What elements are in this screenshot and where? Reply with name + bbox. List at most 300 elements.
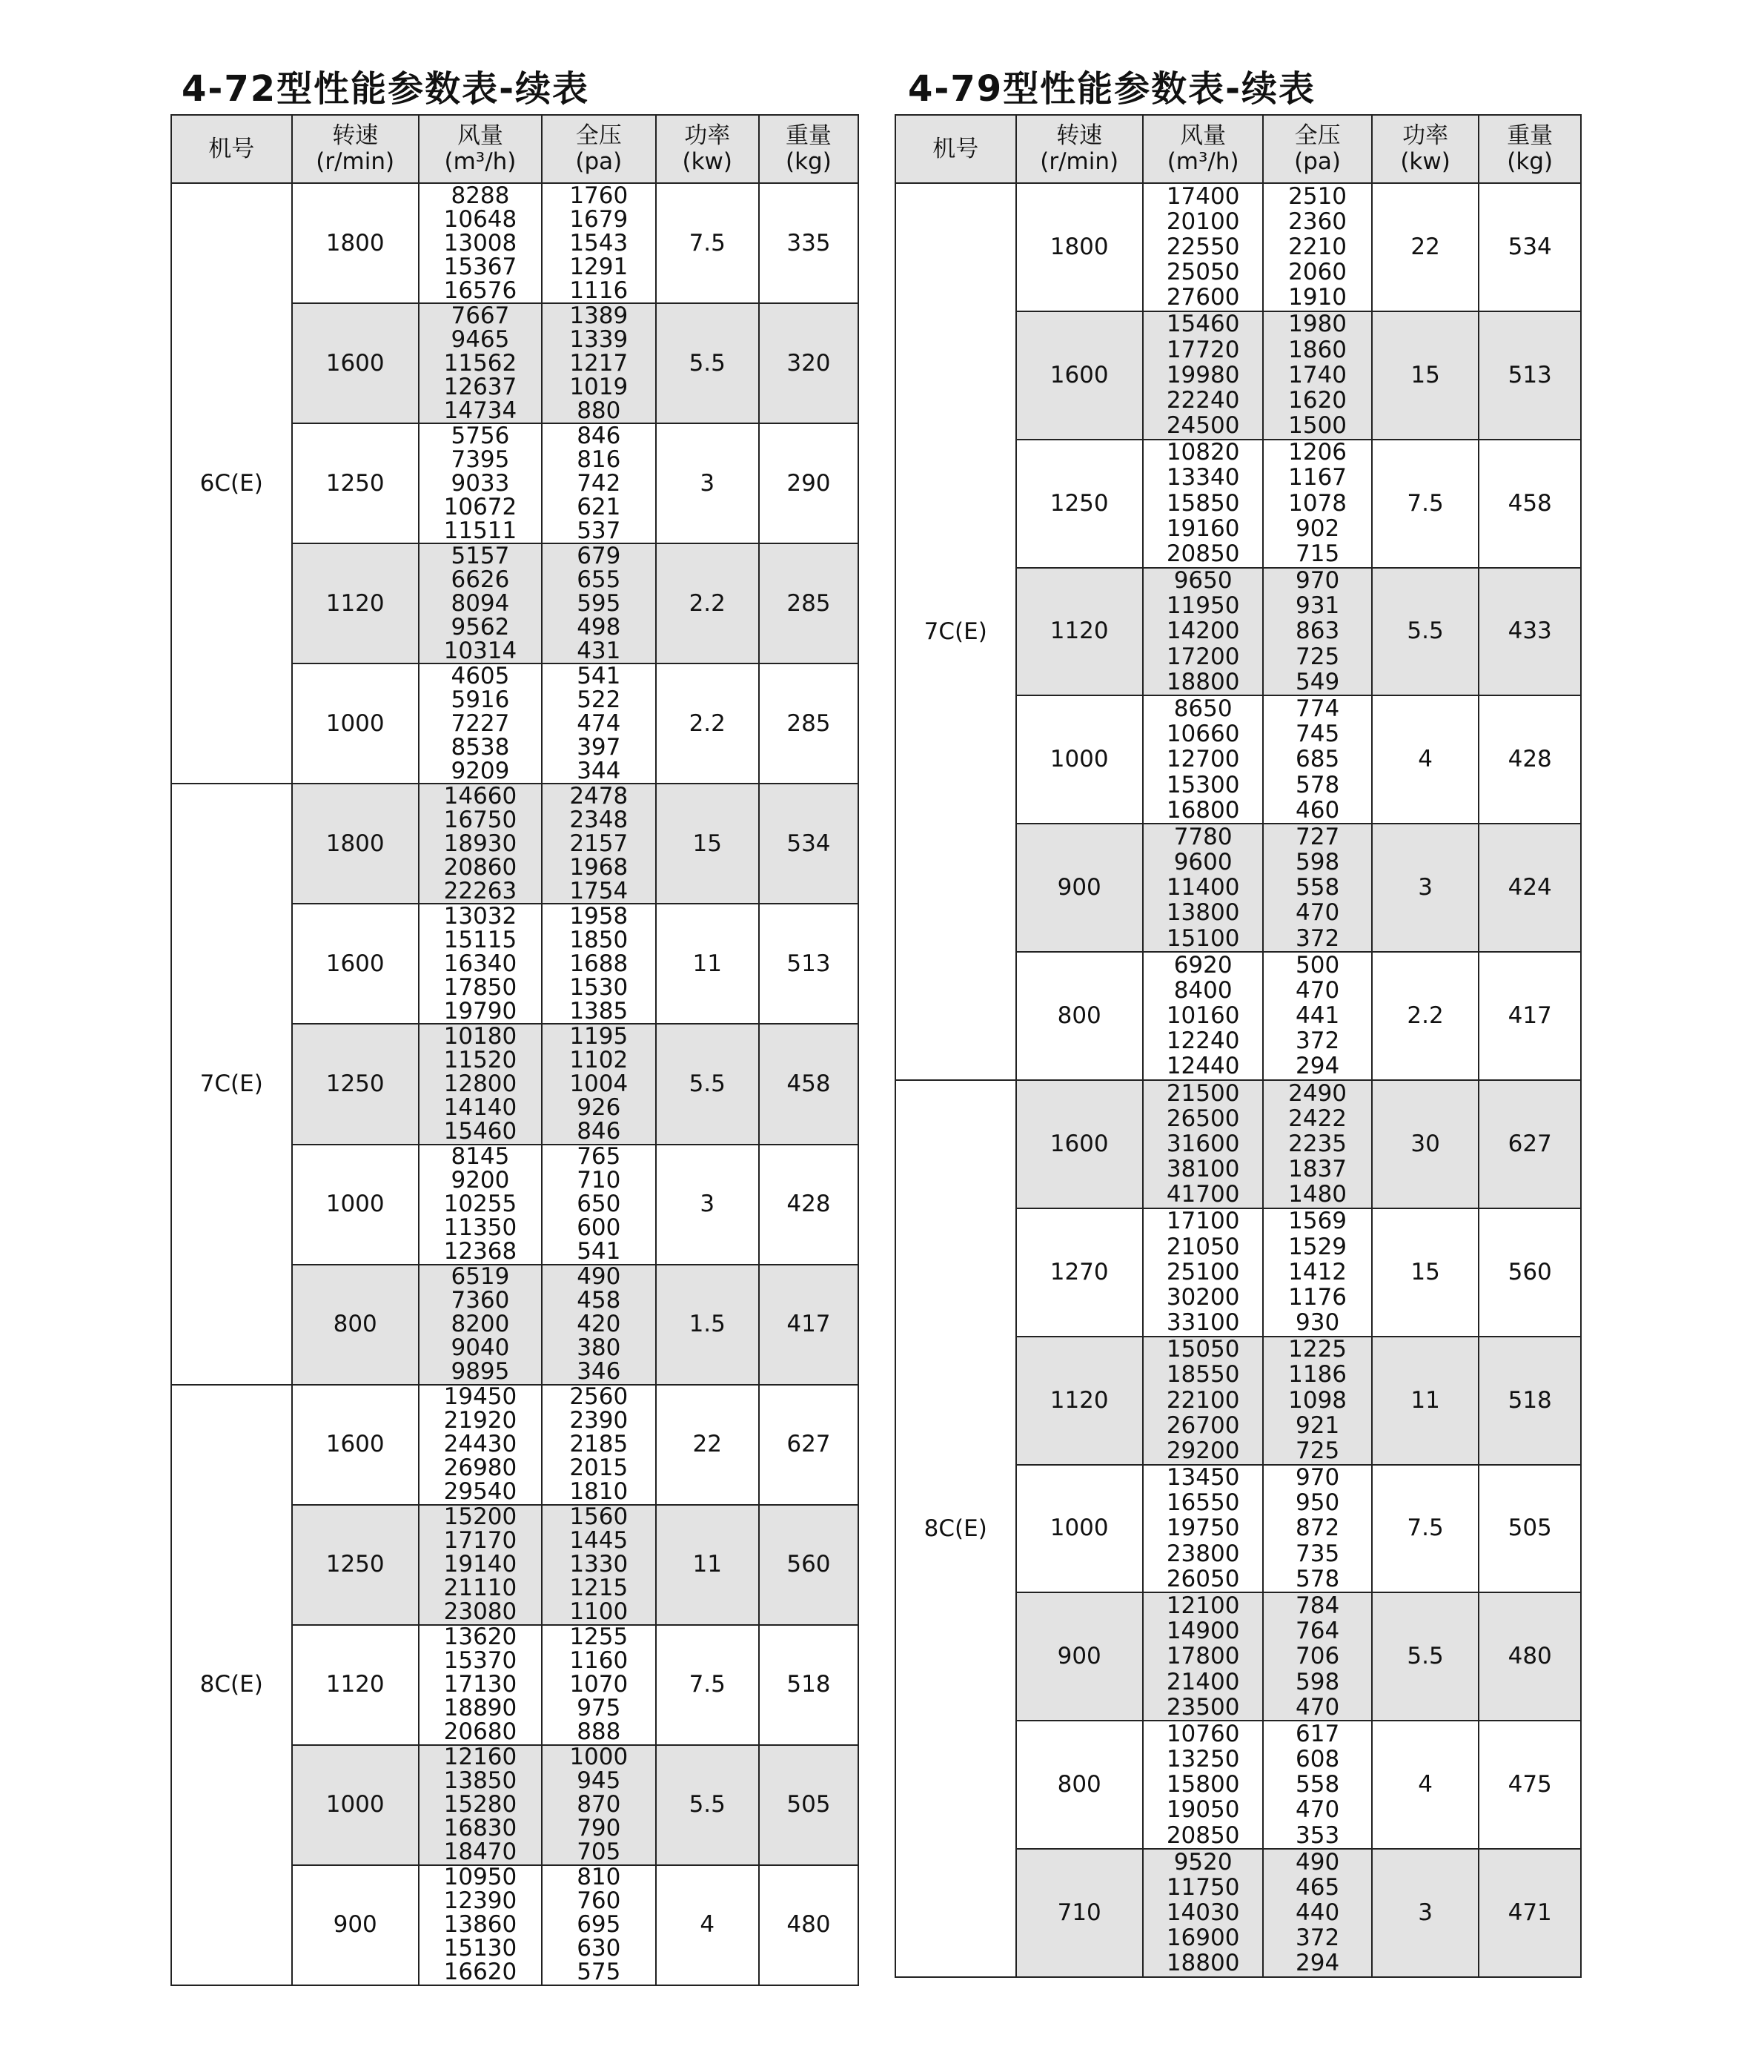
power-value: 11 — [692, 950, 722, 977]
header-unit: (r/min) — [1040, 148, 1119, 175]
airflow-value: 19980 — [1166, 361, 1240, 388]
weight-cell — [1479, 696, 1582, 824]
airflow-value: 16800 — [1166, 796, 1240, 824]
pressure-value: 742 — [577, 469, 621, 497]
header-label: 重量 — [785, 122, 832, 149]
pressure-cell — [543, 784, 657, 904]
model-label: 8C(E) — [924, 1515, 987, 1542]
speed-cell — [1017, 569, 1144, 697]
pressure-value: 727 — [1296, 824, 1340, 850]
airflow-value: 18800 — [1166, 668, 1240, 695]
pressure-value: 2490 — [1288, 1081, 1347, 1107]
pressure-value: 595 — [577, 589, 621, 617]
speed-cell — [1017, 440, 1144, 569]
speed-value: 1800 — [325, 229, 385, 256]
power-value: 3 — [700, 1191, 715, 1218]
airflow-value: 9209 — [451, 757, 510, 784]
weight-cell — [1479, 824, 1582, 953]
airflow-cell — [1144, 696, 1264, 824]
pressure-value: 725 — [1296, 643, 1340, 670]
pressure-cell — [543, 1265, 657, 1386]
power-value: 15 — [692, 830, 722, 857]
airflow-value: 16620 — [443, 1959, 517, 1986]
power-cell — [657, 1025, 760, 1145]
pressure-cell — [1264, 1081, 1372, 1209]
power-cell — [657, 544, 760, 664]
airflow-value: 11350 — [443, 1214, 517, 1242]
header-label: 重量 — [1507, 122, 1554, 149]
header-unit: (m³/h) — [444, 148, 517, 175]
speed-value: 900 — [1057, 874, 1101, 901]
pressure-value: 695 — [577, 1911, 621, 1939]
airflow-value: 8288 — [451, 184, 510, 209]
airflow-value: 19450 — [443, 1385, 517, 1411]
airflow-value: 7395 — [451, 446, 510, 473]
speed-cell — [293, 184, 420, 304]
pressure-value: 1480 — [1288, 1181, 1347, 1208]
pressure-value: 1445 — [569, 1527, 629, 1555]
power-cell — [657, 784, 760, 904]
airflow-value: 9562 — [451, 613, 510, 641]
airflow-value: 30200 — [1166, 1283, 1240, 1311]
power-value: 5.5 — [1407, 618, 1444, 645]
airflow-value: 25100 — [1166, 1258, 1240, 1285]
airflow-value: 5756 — [451, 424, 510, 449]
airflow-value: 19160 — [1166, 514, 1240, 542]
weight-value: 428 — [1508, 746, 1552, 773]
airflow-value: 12160 — [443, 1745, 517, 1771]
pressure-value: 1679 — [569, 205, 629, 233]
pressure-value: 1291 — [569, 253, 629, 280]
airflow-cell — [420, 1025, 543, 1145]
pressure-value: 970 — [1296, 568, 1340, 595]
pressure-value: 888 — [577, 1718, 621, 1746]
airflow-value: 6519 — [451, 1265, 510, 1291]
performance-table — [895, 114, 1582, 1978]
pressure-cell — [1264, 440, 1372, 569]
airflow-value: 21400 — [1166, 1668, 1240, 1695]
airflow-value: 15850 — [1166, 489, 1240, 517]
weight-value: 627 — [1508, 1130, 1552, 1157]
pressure-value: 1837 — [1288, 1156, 1347, 1183]
airflow-value: 11950 — [1166, 592, 1240, 620]
airflow-value: 7667 — [451, 304, 510, 329]
pressure-value: 705 — [577, 1838, 621, 1866]
airflow-value: 31600 — [1166, 1130, 1240, 1157]
pressure-value: 685 — [1296, 746, 1340, 773]
weight-cell — [760, 1506, 859, 1626]
power-cell — [657, 1746, 760, 1866]
header-label: 全压 — [575, 122, 622, 149]
pressure-value: 1980 — [1288, 311, 1347, 338]
airflow-value: 18800 — [1166, 1950, 1240, 1977]
pressure-value: 470 — [1296, 1796, 1340, 1824]
speed-value: 1270 — [1050, 1258, 1109, 1285]
airflow-value: 17800 — [1166, 1643, 1240, 1670]
pressure-value: 541 — [577, 664, 621, 689]
speed-cell — [293, 1866, 420, 1986]
pressure-value: 1810 — [569, 1478, 629, 1506]
power-cell — [1373, 1081, 1480, 1209]
weight-cell — [760, 1746, 859, 1866]
airflow-value: 13008 — [443, 229, 517, 256]
power-cell — [657, 1265, 760, 1386]
power-value: 15 — [1410, 1258, 1440, 1285]
weight-cell — [1479, 184, 1582, 312]
airflow-value: 11511 — [443, 517, 517, 544]
airflow-value: 10255 — [443, 1191, 517, 1218]
pressure-value: 1206 — [1288, 440, 1347, 466]
pressure-value: 1760 — [569, 184, 629, 209]
speed-cell — [1017, 312, 1144, 440]
pressure-value: 810 — [577, 1865, 621, 1891]
pressure-value: 346 — [577, 1358, 621, 1386]
pressure-cell — [1264, 312, 1372, 440]
airflow-value: 11562 — [443, 349, 517, 377]
power-value: 3 — [1418, 874, 1433, 901]
pressure-value: 1186 — [1288, 1361, 1347, 1388]
airflow-value: 17720 — [1166, 336, 1240, 363]
airflow-value: 6920 — [1173, 953, 1233, 979]
weight-value: 471 — [1508, 1899, 1552, 1927]
pressure-value: 1412 — [1288, 1258, 1347, 1285]
power-cell — [1373, 1593, 1480, 1721]
airflow-value: 15130 — [443, 1935, 517, 1962]
pressure-value: 558 — [1296, 1771, 1340, 1798]
power-value: 7.5 — [1407, 489, 1444, 517]
airflow-value: 13032 — [443, 904, 517, 930]
model-cell — [896, 1081, 1017, 1978]
power-value: 4 — [1418, 1771, 1433, 1798]
weight-cell — [1479, 1721, 1582, 1850]
weight-cell — [760, 1025, 859, 1145]
pressure-value: 372 — [1296, 1027, 1340, 1055]
pressure-cell — [1264, 824, 1372, 953]
airflow-value: 15050 — [1166, 1337, 1240, 1363]
header-cell — [172, 116, 293, 184]
header-cell — [1017, 116, 1144, 184]
power-value: 2.2 — [1407, 1002, 1444, 1030]
speed-cell — [293, 1746, 420, 1866]
airflow-value: 19140 — [443, 1551, 517, 1578]
airflow-value: 10160 — [1166, 1002, 1240, 1030]
airflow-value: 17100 — [1166, 1208, 1240, 1235]
power-cell — [657, 1866, 760, 1986]
weight-cell — [760, 904, 859, 1025]
pressure-value: 2060 — [1288, 259, 1347, 286]
weight-cell — [1479, 1209, 1582, 1337]
pressure-value: 1543 — [569, 229, 629, 256]
power-value: 1.5 — [689, 1311, 726, 1338]
header-unit: (m³/h) — [1167, 148, 1239, 175]
airflow-cell — [1144, 184, 1264, 312]
pressure-value: 715 — [1296, 540, 1340, 567]
pressure-value: 1530 — [569, 973, 629, 1001]
airflow-cell — [420, 904, 543, 1025]
weight-cell — [760, 544, 859, 664]
pressure-cell — [1264, 1209, 1372, 1337]
pressure-cell — [543, 664, 657, 784]
weight-cell — [1479, 1850, 1582, 1978]
weight-cell — [1479, 953, 1582, 1081]
table-title: 4-79型性能参数表-续表 — [908, 68, 1316, 110]
speed-cell — [293, 1626, 420, 1746]
weight-value: 505 — [786, 1791, 831, 1818]
power-cell — [1373, 824, 1480, 953]
pressure-value: 710 — [577, 1167, 621, 1194]
weight-cell — [760, 664, 859, 784]
airflow-value: 17850 — [443, 973, 517, 1001]
pressure-value: 549 — [1296, 668, 1340, 695]
airflow-cell — [420, 664, 543, 784]
pressure-value: 470 — [1296, 976, 1340, 1004]
model-label: 7C(E) — [924, 618, 987, 645]
weight-value: 424 — [1508, 874, 1552, 901]
airflow-value: 14734 — [443, 397, 517, 424]
pressure-value: 490 — [577, 1265, 621, 1291]
pressure-value: 970 — [1296, 1465, 1340, 1492]
pressure-value: 784 — [1296, 1593, 1340, 1619]
airflow-value: 13340 — [1166, 464, 1240, 491]
airflow-value: 11400 — [1166, 874, 1240, 901]
power-cell — [1373, 1466, 1480, 1594]
airflow-value: 15460 — [443, 1118, 517, 1145]
pressure-value: 1860 — [1288, 336, 1347, 363]
pressure-value: 846 — [577, 424, 621, 449]
header-cell — [1144, 116, 1264, 184]
header-label: 全压 — [1294, 122, 1341, 149]
pressure-value: 1098 — [1288, 1386, 1347, 1414]
pressure-value: 926 — [577, 1094, 621, 1121]
power-value: 15 — [1410, 361, 1440, 388]
weight-value: 627 — [786, 1431, 831, 1458]
power-value: 7.5 — [689, 229, 726, 256]
power-cell — [657, 1386, 760, 1506]
pressure-value: 617 — [1296, 1721, 1340, 1747]
airflow-value: 19050 — [1166, 1796, 1240, 1824]
pressure-value: 880 — [577, 397, 621, 424]
speed-cell — [293, 904, 420, 1025]
speed-value: 1000 — [1050, 746, 1109, 773]
airflow-value: 13860 — [443, 1911, 517, 1939]
airflow-value: 21920 — [443, 1407, 517, 1434]
weight-cell — [1479, 1081, 1582, 1209]
weight-cell — [760, 784, 859, 904]
pressure-value: 1255 — [569, 1625, 629, 1651]
power-value: 5.5 — [1407, 1643, 1444, 1670]
weight-value: 505 — [1508, 1515, 1552, 1542]
airflow-cell — [1144, 1209, 1264, 1337]
header-unit: (pa) — [575, 148, 623, 175]
pressure-cell — [543, 544, 657, 664]
airflow-value: 15200 — [443, 1505, 517, 1531]
speed-value: 1000 — [1050, 1515, 1109, 1542]
weight-value: 518 — [786, 1671, 831, 1698]
pressure-value: 863 — [1296, 618, 1340, 645]
airflow-value: 16550 — [1166, 1489, 1240, 1517]
speed-cell — [1017, 1209, 1144, 1337]
airflow-cell — [420, 304, 543, 424]
power-value: 2.2 — [689, 589, 726, 617]
airflow-value: 14900 — [1166, 1618, 1240, 1645]
speed-value: 1120 — [325, 1671, 385, 1698]
airflow-value: 13250 — [1166, 1746, 1240, 1773]
weight-value: 285 — [786, 589, 831, 617]
airflow-cell — [420, 1746, 543, 1866]
airflow-value: 15100 — [1166, 924, 1240, 952]
speed-value: 1250 — [1050, 489, 1109, 517]
airflow-value: 8400 — [1173, 976, 1233, 1004]
speed-value: 900 — [333, 1911, 377, 1939]
airflow-value: 12637 — [443, 373, 517, 400]
speed-value: 1120 — [1050, 1386, 1109, 1414]
pressure-value: 498 — [577, 613, 621, 641]
pressure-value: 774 — [1296, 696, 1340, 722]
pressure-value: 2185 — [569, 1431, 629, 1458]
airflow-value: 22100 — [1166, 1386, 1240, 1414]
airflow-value: 8145 — [451, 1145, 510, 1171]
airflow-value: 19750 — [1166, 1515, 1240, 1542]
speed-cell — [293, 544, 420, 664]
weight-cell — [1479, 312, 1582, 440]
pressure-value: 1019 — [569, 373, 629, 400]
airflow-value: 21500 — [1166, 1081, 1240, 1107]
pressure-value: 1176 — [1288, 1283, 1347, 1311]
weight-value: 417 — [1508, 1002, 1552, 1030]
airflow-value: 26050 — [1166, 1565, 1240, 1592]
pressure-value: 655 — [577, 566, 621, 593]
pressure-value: 931 — [1296, 592, 1340, 620]
power-cell — [657, 1626, 760, 1746]
airflow-cell — [420, 1506, 543, 1626]
airflow-cell — [420, 424, 543, 544]
airflow-value: 17400 — [1166, 184, 1240, 210]
airflow-cell — [420, 1386, 543, 1506]
airflow-value: 20850 — [1166, 540, 1240, 567]
pressure-cell — [1264, 1466, 1372, 1594]
speed-value: 1000 — [325, 1191, 385, 1218]
pressure-value: 458 — [577, 1287, 621, 1314]
pressure-value: 2348 — [569, 806, 629, 833]
airflow-value: 14660 — [443, 784, 517, 810]
airflow-value: 5916 — [451, 686, 510, 713]
speed-cell — [293, 304, 420, 424]
pressure-value: 353 — [1296, 1821, 1340, 1849]
pressure-value: 2235 — [1288, 1130, 1347, 1157]
airflow-cell — [1144, 569, 1264, 697]
pressure-value: 578 — [1296, 771, 1340, 798]
power-cell — [1373, 696, 1480, 824]
pressure-value: 1000 — [569, 1745, 629, 1771]
airflow-value: 10672 — [443, 493, 517, 520]
speed-cell — [1017, 1466, 1144, 1594]
header-cell — [293, 116, 420, 184]
airflow-value: 19790 — [443, 997, 517, 1025]
power-value: 2.2 — [689, 709, 726, 737]
speed-cell — [1017, 1337, 1144, 1466]
pressure-value: 1529 — [1288, 1233, 1347, 1260]
airflow-cell — [420, 1866, 543, 1986]
pressure-value: 372 — [1296, 924, 1340, 952]
pressure-value: 460 — [1296, 796, 1340, 824]
airflow-value: 18550 — [1166, 1361, 1240, 1388]
airflow-value: 13850 — [443, 1767, 517, 1795]
pressure-cell — [543, 1626, 657, 1746]
airflow-value: 9650 — [1173, 568, 1233, 595]
weight-value: 335 — [786, 229, 831, 256]
power-cell — [1373, 184, 1480, 312]
airflow-value: 7780 — [1173, 824, 1233, 850]
power-value: 11 — [1410, 1386, 1440, 1414]
power-value: 5.5 — [689, 349, 726, 377]
speed-cell — [293, 424, 420, 544]
speed-value: 1800 — [1050, 233, 1109, 260]
airflow-value: 12368 — [443, 1238, 517, 1265]
weight-value: 480 — [786, 1911, 831, 1939]
power-cell — [1373, 1721, 1480, 1850]
airflow-value: 26980 — [443, 1454, 517, 1482]
pressure-value: 2478 — [569, 784, 629, 810]
pressure-value: 600 — [577, 1214, 621, 1242]
pressure-value: 1330 — [569, 1551, 629, 1578]
weight-cell — [1479, 440, 1582, 569]
airflow-value: 21050 — [1166, 1233, 1240, 1260]
pressure-value: 621 — [577, 493, 621, 520]
weight-cell — [1479, 1466, 1582, 1594]
pressure-value: 598 — [1296, 849, 1340, 876]
airflow-value: 15300 — [1166, 771, 1240, 798]
airflow-cell — [1144, 824, 1264, 953]
weight-cell — [760, 1866, 859, 1986]
power-value: 5.5 — [689, 1070, 726, 1097]
airflow-value: 12800 — [443, 1070, 517, 1097]
airflow-value: 15280 — [443, 1791, 517, 1818]
power-value: 4 — [1418, 746, 1433, 773]
airflow-value: 8094 — [451, 589, 510, 617]
airflow-value: 10950 — [443, 1865, 517, 1891]
speed-value: 1600 — [325, 1431, 385, 1458]
airflow-value: 11750 — [1166, 1873, 1240, 1901]
pressure-value: 294 — [1296, 1950, 1340, 1977]
header-label: 机号 — [208, 135, 255, 162]
airflow-value: 18470 — [443, 1838, 517, 1866]
pressure-value: 2210 — [1288, 233, 1347, 260]
pressure-value: 2157 — [569, 830, 629, 857]
weight-value: 290 — [786, 469, 831, 497]
header-unit: (kg) — [786, 148, 832, 175]
pressure-value: 2422 — [1288, 1105, 1347, 1132]
airflow-cell — [420, 544, 543, 664]
airflow-value: 24430 — [443, 1431, 517, 1458]
pressure-value: 1740 — [1288, 361, 1347, 388]
pressure-value: 1078 — [1288, 489, 1347, 517]
airflow-value: 17130 — [443, 1671, 517, 1698]
airflow-value: 15800 — [1166, 1771, 1240, 1798]
header-unit: (pa) — [1294, 148, 1342, 175]
power-cell — [1373, 953, 1480, 1081]
power-cell — [1373, 569, 1480, 697]
airflow-value: 18890 — [443, 1695, 517, 1722]
pressure-cell — [543, 1866, 657, 1986]
speed-value: 1600 — [1050, 361, 1109, 388]
weight-cell — [760, 1145, 859, 1265]
pressure-value: 1754 — [569, 877, 629, 904]
airflow-value: 13620 — [443, 1625, 517, 1651]
header-unit: (kw) — [1400, 148, 1450, 175]
weight-value: 560 — [786, 1551, 831, 1578]
weight-value: 534 — [1508, 233, 1552, 260]
pressure-value: 1160 — [569, 1647, 629, 1675]
